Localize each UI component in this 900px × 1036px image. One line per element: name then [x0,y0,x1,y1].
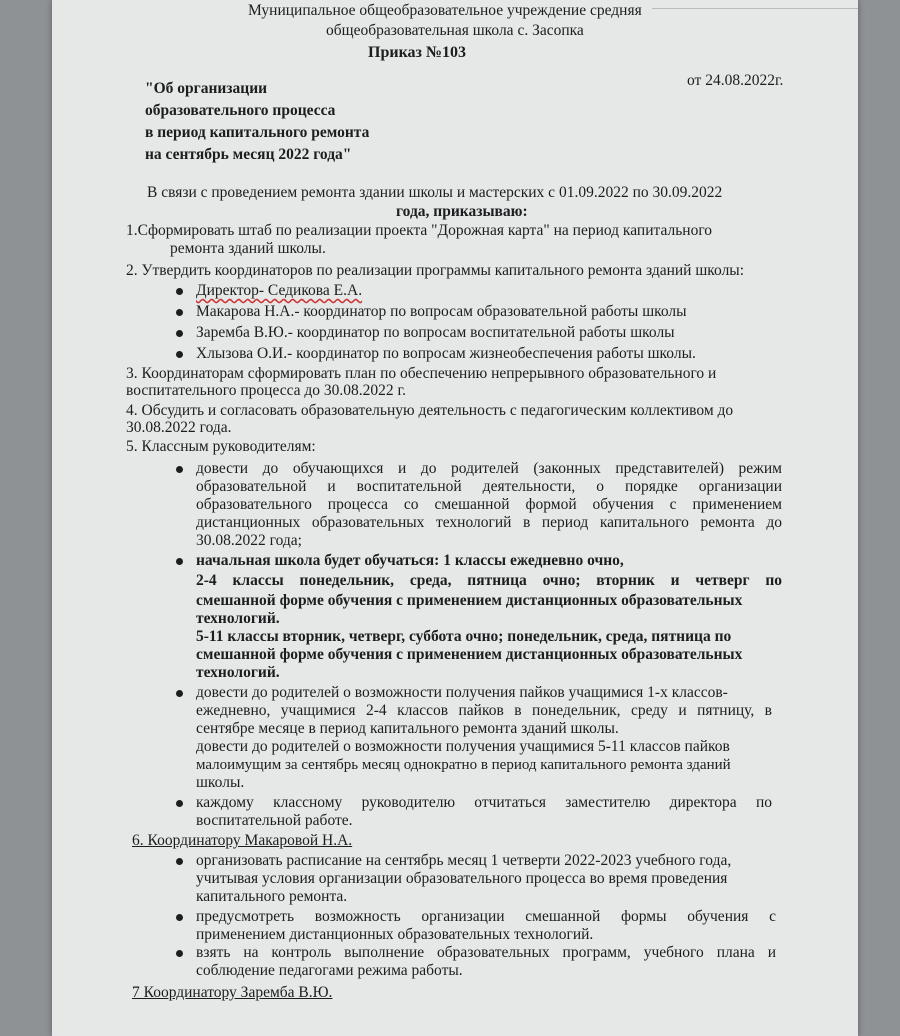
item-5-b1-l4: дистанционных образовательных технологий в период капитального ремонта до [196,514,782,531]
item-5-b1-l2: образовательной и воспитательной деятельности, о порядке организации [196,478,782,495]
item-5-heading: 5. Классным руководителям: [126,438,316,455]
item-5-b1-l1: довести до обучающихся и до родителей (законных представителей) режим [196,460,782,477]
order-number: Приказ №103 [368,44,467,61]
item-4-line2: 30.08.2022 года. [126,419,232,436]
item-5-b3-l6: школы. [196,774,245,791]
item-5-b2-l1: начальная школа будет обучаться: 1 классы ежедневно очно, [196,552,624,569]
item-5-b2-l4: технологий. [196,610,280,627]
bullet-icon [176,858,183,865]
item-5-b1-l3: образовательного процесса со смешанной формой обучения с применением [196,496,782,513]
order-title-line4: на сентябрь месяц 2022 года" [145,146,352,163]
bullet-icon [176,558,183,565]
item-5-b2-l5: 5-11 классы вторник, четверг, суббота очно; понедельник, среда, пятница по [196,628,732,645]
order-title-line3: в период капитального ремонта [145,124,370,141]
order-date: от 24.08.2022г. [687,72,784,89]
item-5-b3-l4: довести до родителей о возможности получения учащимися 5-11 классов пайков [196,738,730,755]
item-1-line2: ремонта зданий школы. [170,240,326,257]
item-5-b3-l5: малоимущим за сентябрь месяц однократно в период капитального ремонта зданий [196,757,731,773]
order-title-line1: "Об организации [145,80,268,97]
item-5-b4-l2: воспитательной работе. [196,812,353,829]
item-5-b2-l3: смешанной форме обучения с применением дистанционных образовательных [196,592,743,609]
bullet-icon [176,466,183,473]
item-3-line2: воспитательного процесса до 30.08.2022 г. [126,382,407,399]
bullet-icon [176,288,183,295]
item-4-line1: 4. Обсудить и согласовать образовательную деятельность с педагогическим коллективом до [126,402,734,419]
item-5-b2-l7: технологий. [196,664,280,681]
item-6-heading: 6. Координатору Макаровой Н.А. [132,832,353,849]
item-5-b2-l2: 2-4 классы понедельник, среда, пятница очно; вторник и четверг по [196,572,782,589]
intro-line2: года, приказываю: [396,203,528,220]
bullet-icon [176,309,183,316]
item-6-b1-l1: организовать расписание на сентябрь месяц 1 четверти 2022-2023 учебного года, [196,852,732,869]
intro-line1: В связи с проведением ремонта здании школы и мастерских с 01.09.2022 по 30.09.2022 [147,184,723,201]
order-title-line2: образовательного процесса [145,102,336,119]
ruler [652,0,858,9]
item-5-b3-l2: ежедневно, учащимися 2-4 классов пайков в понедельник, среду и пятницу, в [196,702,772,719]
document-page [52,0,858,1036]
bullet-icon [176,330,183,337]
bullet-icon [176,950,183,957]
item-2: 2. Утвердить координаторов по реализации программы капитального ремонта зданий школы: [126,262,745,279]
item-6-b2-l1: предусмотреть возможность организации смешанной формы обучения с [196,908,776,925]
item-1-line1: 1.Сформировать штаб по реализации проекта "Дорожная карта" на период капитального [126,222,713,239]
item-5-b3-l1: довести до родителей о возможности получения пайков учащимися 1-х классов- [196,684,728,701]
item-5-b4-l1: каждому классному руководителю отчитаться заместителю директора по [196,794,772,811]
coordinator-1: Директор- Седикова Е.А. [196,282,363,299]
item-5-b1-l5: 30.08.2022 года; [196,532,302,549]
bullet-icon [176,690,183,697]
item-6-b3-l1: взять на контроль выполнение образовательных программ, учебного плана и [196,944,776,961]
item-5-b3-l3: сентябре месяце в период капитального ремонта зданий школы. [196,720,619,737]
item-6-b3-l2: соблюдение педагогами режима работы. [196,962,463,979]
item-3-line1: 3. Координаторам сформировать план по обеспечению непрерывного образовательного и [126,365,717,382]
item-7-heading: 7 Координатору Заремба В.Ю. [132,984,333,1001]
bullet-icon [176,351,183,358]
school-name-line2: общеобразовательная школа с. Засопка [326,22,584,39]
item-6-b1-l3: капитального ремонта. [196,888,348,905]
school-name-line1: Муниципальное общеобразовательное учреждение средняя [248,2,642,19]
bullet-icon [176,800,183,807]
item-5-b2-l6: смешанной форме обучения с применением дистанционных образовательных [196,646,743,663]
item-6-b1-l2: учитывая условия организации образовательного процесса во время проведения [196,870,728,887]
coordinator-4: Хлызова О.И.- координатор по вопросам жизнеобеспечения работы школы. [196,345,696,362]
item-6-b2-l2: применением дистанционных образовательных технологий. [196,926,594,943]
coordinator-2: Макарова Н.А.- координатор по вопросам образовательной работы школы [196,303,687,320]
coordinator-3: Заремба В.Ю.- координатор по вопросам воспитательной работы школы [196,324,675,341]
bullet-icon [176,914,183,921]
